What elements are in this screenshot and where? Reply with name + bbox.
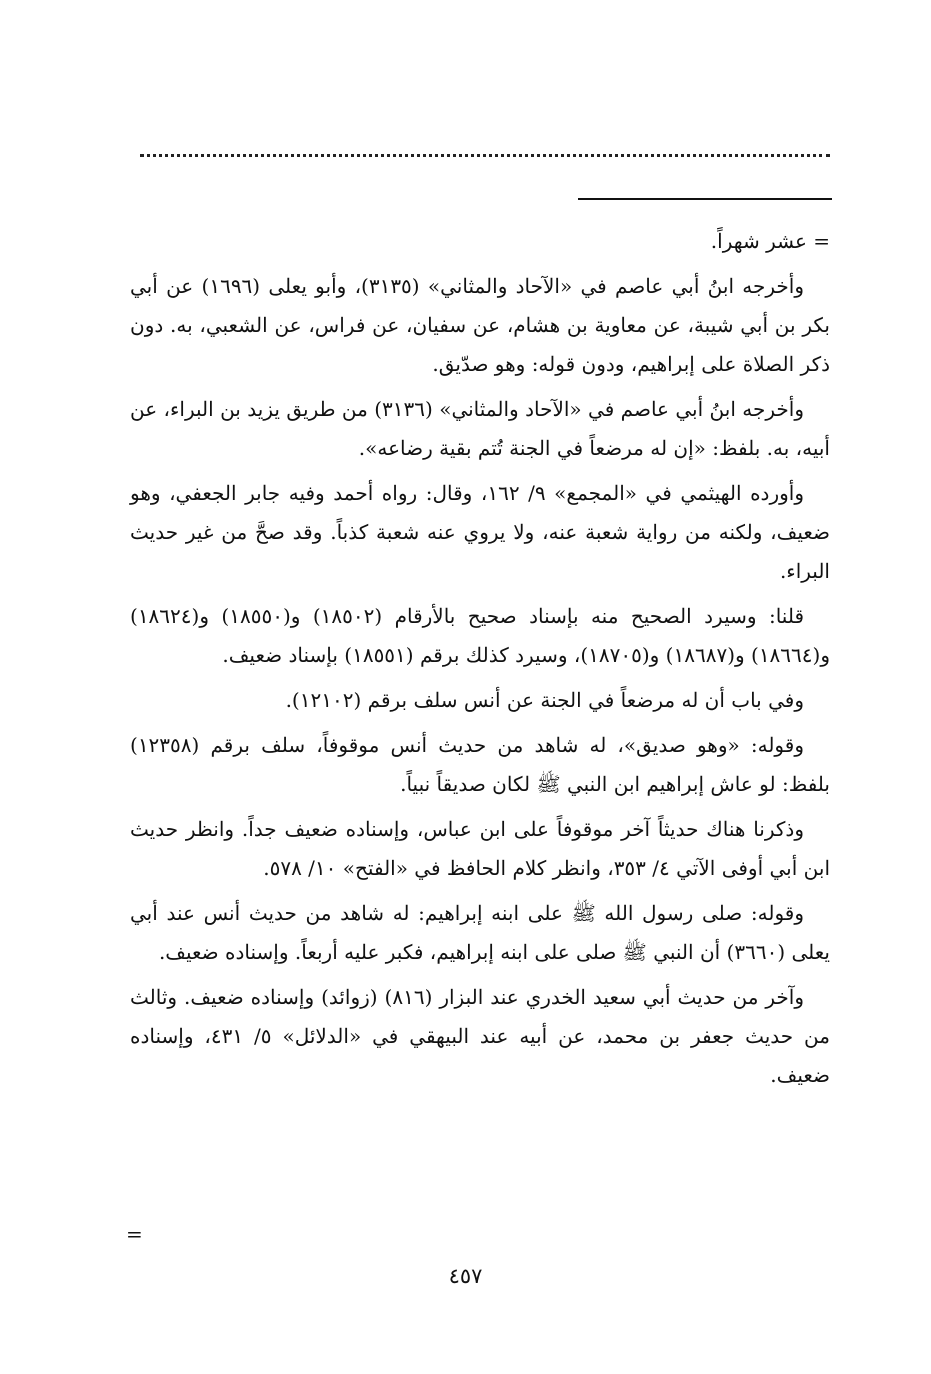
footnote-paragraph: قلنا: وسيرد الصحيح منه بإسناد صحيح بالأرقام (١٨٥٠٢) و(١٨٥٥٠) و(١٨٦٢٤) و(١٨٦٦٤) و(١٨٦٨٧) و(١٨٧٠٥)، وسيرد كذلك برقم (١٨٥٥١) بإسناد ضعيف.: [130, 604, 830, 667]
continuation-mark: =: [126, 1222, 143, 1246]
footnote-paragraph: وقوله: صلى رسول الله ﷺ على ابنه إبراهيم: له شاهد من حديث أنس عند أبي يعلى (٣٦٦٠) أن النبي ﷺ صلى على ابنه إبراهيم، فكبر عليه أربعاً. وإسناده ضعيف.: [130, 901, 830, 964]
dotted-separator: [140, 154, 830, 161]
page-number: ٤٥٧: [448, 1264, 483, 1288]
footnote-paragraph: وأورده الهيثمي في «المجمع» ٩/ ١٦٢، وقال: رواه أحمد وفيه جابر الجعفي، وهو ضعيف، ولكنه من رواية شعبة عنه، ولا يروي عنه شعبة كذباً. وقد صحَّ من غير حديث البراء.: [130, 481, 830, 583]
footnote-paragraph: وأخرجه ابنُ أبي عاصم في «الآحاد والمثاني» (٣١٣٦) من طريق يزيد بن البراء، عن أبيه، به. بلفظ: «إن له مرضعاً في الجنة تُتم بقية رضاعه».: [130, 397, 830, 460]
footnote-paragraph: وذكرنا هناك حديثاً آخر موقوفاً على ابن عباس، وإسناده ضعيف جداً. وانظر حديث ابن أبي أوفى الآتي ٤/ ٣٥٣، وانظر كلام الحافظ في «الفتح» ١٠/ ٥٧٨.: [130, 817, 830, 880]
footnote-paragraph: وآخر من حديث أبي سعيد الخدري عند البزار (٨١٦) (زوائد) وإسناده ضعيف. وثالث من حديث جعفر بن محمد، عن أبيه عند البيهقي في «الدلائل» ٥/ ٤٣١، وإسناده ضعيف.: [130, 985, 830, 1087]
footnote-paragraph: وقوله: «وهو صديق»، له شاهد من حديث أنس موقوفاً، سلف برقم (١٢٣٥٨) بلفظ: لو عاش إبراهيم ابن النبي ﷺ لكان صديقاً نبياً.: [130, 733, 830, 796]
footnote-paragraph: وأخرجه ابنُ أبي عاصم في «الآحاد والمثاني» (٣١٣٥)، وأبو يعلى (١٦٩٦) عن أبي بكر بن أبي شيبة، عن معاوية بن هشام، عن سفيان، عن فراس، عن الشعبي، به. دون ذكر الصلاة على إبراهيم، ودون قوله: وهو صدّيق.: [130, 274, 830, 376]
footnote-paragraph: = عشر شهراً.: [710, 229, 830, 253]
footnote-text: [130, 222, 830, 1101]
footnote-paragraph: وفي باب أن له مرضعاً في الجنة عن أنس سلف برقم (١٢١٠٢).: [285, 688, 804, 712]
footnote-rule: [578, 198, 832, 200]
